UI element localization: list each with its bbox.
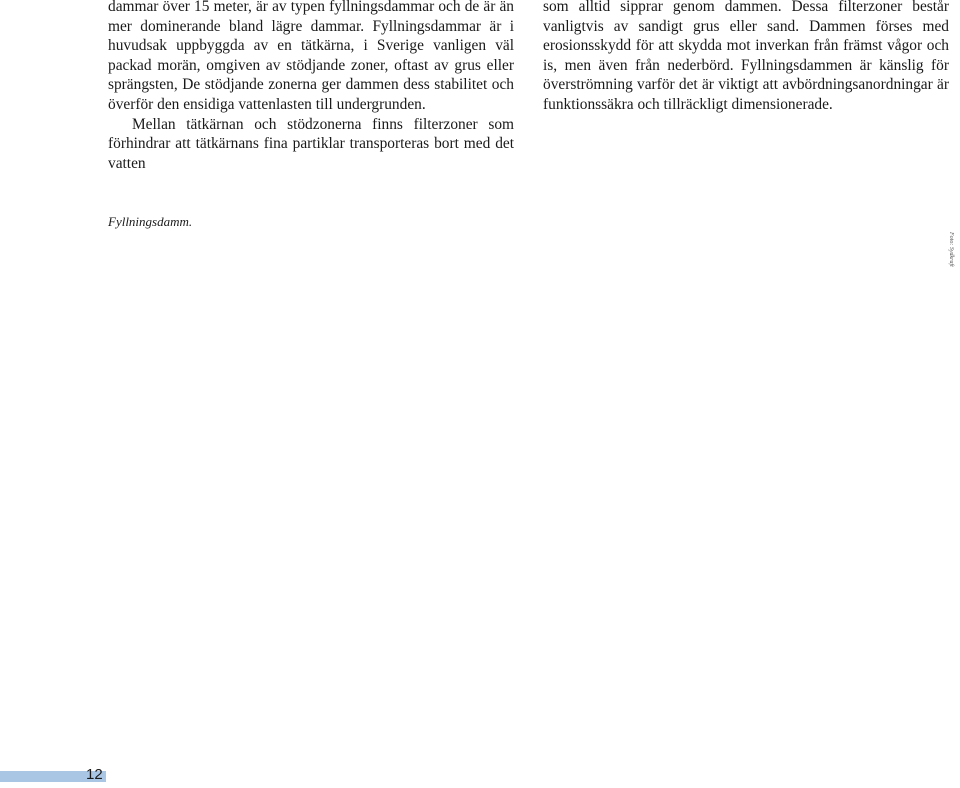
page-number: 12 bbox=[86, 766, 103, 783]
paragraph: dammar över 15 meter, är av typen fyllningsdammar och de är än mer dominerande bland lägre dammar. Fyllningsdammar är i huvudsak uppbyggda av en tätkärna, i Sverige vanligen väl packad morän, omgiven av stödjande zoner, oftast av grus eller sprängsten, De stödjande zonerna ger dammen dess stabilitet och överför den ensidiga vattenlasten till undergrunden. bbox=[108, 0, 514, 113]
left-text-column bbox=[108, 0, 514, 173]
figure-caption: Fyllningsdamm. bbox=[108, 214, 193, 229]
paragraph: Mellan tätkärnan och stödzonerna finns filterzoner som förhindrar att tätkärnans fina partiklar transporteras bort med det vatten bbox=[108, 115, 514, 172]
paragraph: som alltid sipprar genom dammen. Dessa filterzoner består vanligtvis av sandigt grus eller sand. Dammen förses med erosionsskydd för att skydda mot inverkan från främst vågor och is, men även från nederbörd. Fyllningsdammen är känslig för överströmning varför det är viktigt att avbördningsanordningar är funktionssäkra och tillräckligt dimensionerade. bbox=[543, 0, 949, 113]
photo-credit: Foto: Sydkraft bbox=[948, 232, 954, 267]
right-text-column bbox=[543, 0, 949, 115]
